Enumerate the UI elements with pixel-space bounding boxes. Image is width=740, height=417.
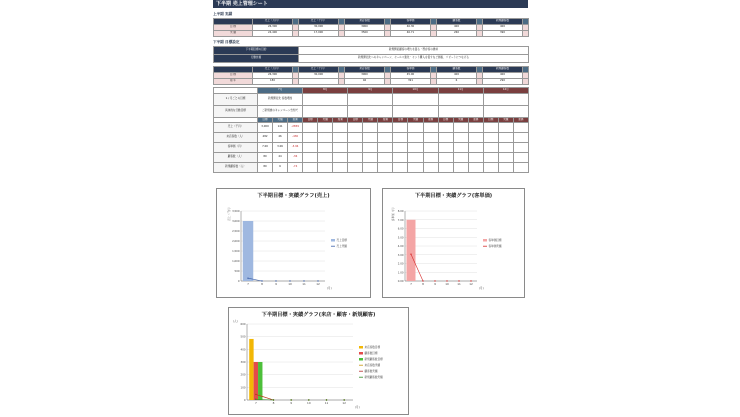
table-column-header: 売上（万円） — [253, 19, 293, 25]
metric-label: 来店客数（人） — [214, 133, 258, 143]
metric-label: 客単価（円） — [214, 143, 258, 153]
metric-cell — [318, 123, 333, 133]
sub-header: 実績 — [498, 118, 513, 123]
x-axis-label: (月) — [327, 287, 332, 290]
chart-unit-price-title: 下半期目標・実績グラフ(客単価) — [414, 193, 493, 199]
metric-cell — [423, 163, 438, 173]
kpi-cell[interactable] — [299, 79, 339, 85]
metric-label: 新規顧客数（人） — [214, 163, 258, 173]
table-column-header: 顧客数 — [437, 19, 477, 25]
month-header: 9月 — [348, 88, 393, 94]
x-tick-label: 7 — [247, 282, 249, 286]
kpi-cell[interactable]: 391 — [391, 79, 431, 85]
sub-header: 実績 — [408, 118, 423, 123]
metric-cell[interactable] — [483, 153, 498, 163]
y-tick-label: 2,000 — [232, 240, 240, 243]
x-tick-label: 9 — [290, 401, 293, 405]
sub-header: 実績 — [318, 118, 333, 123]
point-売上実績 — [247, 277, 248, 278]
kpi-cell — [523, 31, 529, 37]
x-tick-label: 9 — [275, 282, 277, 286]
y-tick-label: 4.00 — [397, 245, 404, 248]
chart-unit-price-plot — [383, 189, 526, 299]
x-tick-label: 7 — [254, 401, 257, 405]
kpi-cell[interactable]: 400 — [437, 73, 477, 79]
metric-cell — [498, 123, 513, 133]
y-tick-label: 5.00 — [397, 236, 404, 240]
y-tick-label: 2,500 — [232, 230, 240, 233]
x-tick-label: 11 — [457, 282, 461, 286]
metric-cell — [318, 143, 333, 153]
metric-cell — [363, 163, 378, 173]
legend-label: 来店客数目標 — [364, 346, 381, 349]
x-tick-label: 12 — [342, 401, 346, 405]
metric-cell — [318, 163, 333, 173]
month-header: 8月 — [303, 88, 348, 94]
x-tick-label: 11 — [324, 401, 329, 405]
metric-cell — [468, 143, 483, 153]
metric-cell — [513, 123, 528, 133]
chart-customers — [228, 307, 409, 415]
point-売上実績 — [303, 280, 304, 281]
metric-cell — [408, 123, 423, 133]
legend-swatch — [359, 346, 363, 349]
point-売上実績 — [275, 280, 276, 281]
metric-cell[interactable] — [393, 143, 408, 153]
y-tick-label: 300 — [240, 361, 246, 364]
row-label: 前 年 — [214, 79, 253, 85]
row-label: 目 標 — [214, 25, 253, 31]
x-tick-label: 12 — [316, 282, 320, 286]
legend-label: 顧客数実績 — [364, 370, 378, 373]
metric-cell — [513, 163, 528, 173]
metric-cell — [498, 143, 513, 153]
table-column-header: 売上（千円） — [299, 19, 339, 25]
metric-cell[interactable]: 3,000 — [258, 123, 273, 133]
x-tick-label: 8 — [422, 282, 424, 286]
monthly-goal-cell[interactable] — [393, 94, 438, 106]
metric-cell — [378, 153, 393, 163]
sub-header: 実績 — [273, 118, 288, 123]
kpi-cell[interactable]: 46 — [345, 79, 385, 85]
point-客単価実績 — [422, 280, 423, 281]
kpi-cell[interactable]: 30,000 — [299, 25, 339, 31]
point-売上実績 — [289, 280, 290, 281]
metric-cell[interactable]: 80 — [258, 153, 273, 163]
metric-cell[interactable] — [303, 163, 318, 173]
point-売上実績 — [261, 280, 262, 281]
legend-label: 客単価目標 — [488, 239, 502, 242]
point-客単価実績 — [446, 280, 447, 281]
sub-header: 目標 — [258, 118, 273, 123]
metric-cell[interactable] — [393, 123, 408, 133]
sub-header: 目標 — [348, 118, 363, 123]
table-column-header: 新規顧客数 — [483, 19, 523, 25]
metric-cell — [468, 163, 483, 173]
metric-cell — [408, 163, 423, 173]
monthly-action-cell[interactable] — [393, 106, 438, 118]
y-tick-label: 3,000 — [232, 220, 240, 223]
plan-table — [213, 66, 529, 85]
sub-header: 差異 — [378, 118, 393, 123]
metric-cell[interactable] — [303, 123, 318, 133]
monthly-goal-cell[interactable] — [303, 94, 348, 106]
x-axis-label: (月) — [355, 406, 360, 409]
sub-header: 目標 — [393, 118, 408, 123]
metric-cell — [378, 143, 393, 153]
x-axis-label: (月) — [479, 287, 484, 290]
kpi-cell[interactable]: 400 — [437, 25, 477, 31]
metric-cell — [468, 133, 483, 143]
metric-cell[interactable] — [438, 133, 453, 143]
chart-sales-plot — [217, 189, 372, 299]
kpi-cell[interactable]: 26,300 — [253, 25, 293, 31]
page-title: 下半期 売上管理シート — [213, 0, 528, 8]
metric-cell: -2859 — [288, 123, 303, 133]
metric-cell — [408, 143, 423, 153]
y-tick-label: 500 — [234, 270, 240, 273]
metric-cell: 44 — [273, 153, 288, 163]
metric-cell — [453, 123, 468, 133]
metric-cell: -36 — [288, 153, 303, 163]
metric-cell[interactable] — [393, 163, 408, 173]
y-tick-label: 200 — [240, 373, 246, 377]
metric-cell — [333, 133, 348, 143]
metric-cell — [408, 133, 423, 143]
monthly-action-cell[interactable]: ご新規様のキャンペーン告知で — [258, 106, 303, 118]
kpi-cell[interactable]: 180 — [253, 79, 293, 85]
x-tick-label: 10 — [307, 401, 311, 405]
sub-header: 差異 — [288, 118, 303, 123]
section-summary-title: 上半期 実績 — [213, 12, 233, 16]
metric-cell: 3.06 — [273, 143, 288, 153]
legend-label: 来店客数実績 — [364, 364, 381, 367]
legend-swatch — [359, 358, 363, 361]
point-新規顧客数実績 — [255, 399, 256, 400]
metric-cell — [378, 133, 393, 143]
table-column-header: 来店客数 — [345, 67, 385, 73]
metric-label: 売上（千円） — [214, 123, 258, 133]
metric-cell — [378, 123, 393, 133]
metric-cell: -3.94 — [288, 143, 303, 153]
table-column-header: 来店客数 — [345, 19, 385, 25]
section-plan-title: 下半期 目標設定 — [213, 40, 240, 44]
metric-cell: 46 — [273, 133, 288, 143]
summary-table — [213, 18, 529, 37]
y-tick-label: 3.00 — [397, 253, 404, 257]
x-tick-label: 10 — [288, 282, 292, 286]
kpi-cell[interactable]: 46.30 — [391, 25, 431, 31]
kpi-cell[interactable]: 17,000 — [299, 31, 339, 37]
metric-cell — [378, 163, 393, 173]
metric-cell — [513, 133, 528, 143]
monthly-action-cell[interactable] — [483, 106, 528, 118]
chart-sales — [216, 188, 371, 298]
plan-goal-text[interactable]: 新規開拓顧客の増大を図る・既存客の維持 — [299, 47, 529, 55]
metric-cell — [318, 133, 333, 143]
row-label: 実 績 — [214, 31, 253, 37]
monthly-goal-cell[interactable] — [483, 94, 528, 106]
kpi-cell[interactable]: 390 — [483, 31, 523, 37]
y-tick-label: 400 — [240, 348, 246, 352]
metric-cell[interactable] — [483, 133, 498, 143]
month-header: 7月 — [258, 88, 303, 94]
point-新規顧客数実績 — [290, 399, 291, 400]
table-column-header: 売上（千円） — [299, 67, 339, 73]
y-tick-label: 0 — [237, 280, 240, 283]
bar-新規顧客数目標 — [258, 362, 262, 400]
metric-cell[interactable] — [438, 143, 453, 153]
metric-cell[interactable] — [483, 123, 498, 133]
kpi-cell[interactable]: 260 — [437, 31, 477, 37]
sub-header: 目標 — [438, 118, 453, 123]
metric-cell: -74 — [288, 163, 303, 173]
metric-cell[interactable]: 482 — [258, 133, 273, 143]
x-tick-label: 10 — [445, 282, 449, 286]
metric-cell — [363, 123, 378, 133]
x-tick-label: 7 — [410, 282, 412, 286]
sub-header: 差異 — [333, 118, 348, 123]
y-tick-label: 6.00 — [397, 227, 404, 231]
metric-cell — [423, 153, 438, 163]
metric-cell — [408, 153, 423, 163]
sub-header: 実績 — [363, 118, 378, 123]
metric-cell — [333, 153, 348, 163]
sub-header: 差異 — [468, 118, 483, 123]
table-column-header: 客単価 — [391, 67, 431, 73]
kpi-cell[interactable]: 24,400 — [253, 31, 293, 37]
monthly-goal-cell[interactable]: 新規開拓先 客数増加 — [258, 94, 303, 106]
metric-cell[interactable] — [348, 133, 363, 143]
chart-customers-title: 下半期目標・実績グラフ(来店・顧客・新規顧客) — [261, 312, 376, 318]
y-axis-label: (人) — [233, 320, 238, 323]
metric-cell[interactable] — [348, 163, 363, 173]
metric-cell — [453, 163, 468, 173]
kpi-cell[interactable]: 6 — [437, 79, 477, 85]
metric-cell — [453, 153, 468, 163]
metric-cell — [453, 143, 468, 153]
metric-cell — [468, 123, 483, 133]
y-tick-label: 2.00 — [397, 262, 404, 266]
kpi-cell[interactable]: 400 — [483, 73, 523, 79]
monthly-action-label: 具体的な行動目標 — [214, 106, 258, 118]
metric-cell — [423, 123, 438, 133]
point-新規顧客数実績 — [326, 399, 327, 400]
plan-strategy-label: 行動計画 — [214, 55, 299, 63]
metric-cell — [498, 153, 513, 163]
y-tick-label: 0 — [243, 399, 246, 402]
metric-cell[interactable]: 80 — [258, 163, 273, 173]
metric-cell — [333, 123, 348, 133]
sub-header: 実績 — [453, 118, 468, 123]
metric-cell — [363, 153, 378, 163]
metric-cell: 6 — [273, 163, 288, 173]
kpi-cell[interactable]: 26,300 — [253, 73, 293, 79]
monthly-action-cell[interactable] — [438, 106, 483, 118]
chart-sales-title: 下半期目標・実績グラフ(売上) — [257, 193, 330, 199]
kpi-cell[interactable]: 3500 — [345, 31, 385, 37]
metric-label: 顧客数（人） — [214, 153, 258, 163]
y-tick-label: 1,000 — [232, 260, 240, 263]
metric-cell[interactable] — [483, 143, 498, 153]
plan-goal-label: 下半期目標の目的 — [214, 47, 299, 55]
legend-label: 新規顧客数実績 — [364, 376, 383, 379]
y-tick-label: 7.00 — [397, 218, 404, 222]
point-客単価実績 — [434, 280, 435, 281]
kpi-cell[interactable]: 30,000 — [299, 73, 339, 79]
legend-label: 売上実績 — [336, 245, 347, 248]
kpi-cell[interactable]: 45.00 — [391, 73, 431, 79]
monthly-action-cell[interactable] — [303, 106, 348, 118]
kpi-cell — [523, 79, 529, 85]
metric-cell — [498, 163, 513, 173]
y-tick-label: 500 — [240, 335, 246, 339]
point-新規顧客数実績 — [308, 399, 309, 400]
x-tick-label: 8 — [272, 401, 275, 405]
monthly-goal-cell[interactable] — [348, 94, 393, 106]
bar-客単価目標 — [407, 220, 416, 281]
y-axis-label: 客単価（円） — [392, 205, 395, 221]
point-客単価実績 — [470, 280, 471, 281]
kpi-cell[interactable]: 3900 — [345, 73, 385, 79]
monthly-table — [213, 87, 529, 173]
month-header: 12月 — [483, 88, 528, 94]
x-tick-label: 9 — [434, 282, 436, 286]
bar-来店客数目標 — [249, 339, 253, 400]
metric-cell — [423, 143, 438, 153]
point-新規顧客数実績 — [273, 399, 274, 400]
metric-cell: 141 — [273, 123, 288, 133]
kpi-cell[interactable]: 3900 — [345, 25, 385, 31]
month-header: 10月 — [393, 88, 438, 94]
table-column-header: 新規顧客数 — [483, 67, 523, 73]
legend-swatch — [359, 352, 363, 355]
month-header: 11月 — [438, 88, 483, 94]
legend-label: 新規顧客数目標 — [364, 358, 383, 361]
metric-cell[interactable] — [348, 123, 363, 133]
x-tick-label: 8 — [261, 282, 263, 286]
legend-swatch — [483, 239, 487, 242]
point-客単価実績 — [410, 254, 411, 255]
legend-swatch — [331, 239, 335, 242]
point-新規顧客数実績 — [343, 399, 344, 400]
metric-cell[interactable] — [348, 143, 363, 153]
monthly-goal-label: 1ヶ月ごとの目標 — [214, 94, 258, 106]
legend-label: 顧客数目標 — [364, 352, 378, 355]
y-tick-label: 1.00 — [397, 271, 404, 275]
metric-cell — [363, 133, 378, 143]
metric-cell[interactable] — [438, 123, 453, 133]
metric-cell[interactable] — [483, 163, 498, 173]
table-column-header: 顧客数 — [437, 67, 477, 73]
y-tick-label: 1,500 — [232, 250, 240, 253]
sub-header: 差異 — [423, 118, 438, 123]
metric-cell: -436 — [288, 133, 303, 143]
point-顧客数実績 — [255, 394, 256, 395]
metric-cell[interactable]: 7.00 — [258, 143, 273, 153]
plan-text-table — [213, 46, 529, 63]
metric-cell — [498, 133, 513, 143]
x-tick-label: 11 — [302, 282, 306, 286]
y-tick-label: 600 — [240, 323, 246, 326]
x-tick-label: 12 — [469, 282, 473, 286]
kpi-cell[interactable]: 46.71 — [391, 31, 431, 37]
metric-cell[interactable] — [438, 163, 453, 173]
y-tick-label: 3,500 — [232, 210, 240, 213]
table-column-header: 売上（万円） — [253, 67, 293, 73]
metric-cell — [513, 153, 528, 163]
kpi-cell[interactable]: 400 — [483, 25, 523, 31]
chart-unit-price — [382, 188, 525, 298]
metric-cell[interactable] — [348, 153, 363, 163]
legend-label: 客単価実績 — [488, 245, 502, 248]
sub-header: 目標 — [483, 118, 498, 123]
metric-cell[interactable] — [303, 143, 318, 153]
y-axis-label: 売上（千円） — [228, 205, 231, 221]
row-label: 目 標 — [214, 73, 253, 79]
legend-label: 売上目標 — [336, 239, 347, 242]
metric-cell — [333, 163, 348, 173]
metric-cell — [363, 143, 378, 153]
y-tick-label: 8.00 — [397, 210, 404, 213]
metric-cell[interactable] — [303, 153, 318, 163]
metric-cell — [333, 143, 348, 153]
metric-cell[interactable] — [303, 133, 318, 143]
metric-cell[interactable] — [393, 153, 408, 163]
metric-cell[interactable] — [438, 153, 453, 163]
metric-cell[interactable] — [393, 133, 408, 143]
metric-cell — [513, 143, 528, 153]
y-tick-label: 100 — [240, 386, 246, 390]
kpi-cell[interactable]: 290 — [483, 79, 523, 85]
monthly-action-cell[interactable] — [348, 106, 393, 118]
sub-header: 差異 — [513, 118, 528, 123]
chart-customers-plot — [229, 308, 410, 416]
metric-cell — [318, 153, 333, 163]
y-tick-label: 0.00 — [397, 280, 404, 283]
monthly-goal-cell[interactable] — [438, 94, 483, 106]
table-column-header: 客単価 — [391, 19, 431, 25]
metric-cell — [453, 133, 468, 143]
point-客単価実績 — [458, 280, 459, 281]
plan-strategy-text[interactable]: 新規開拓先へのキャンペーン、セールス強化・セット購入を促すなど価格、リピートにつなげる — [299, 55, 529, 63]
sub-header: 目標 — [303, 118, 318, 123]
point-売上実績 — [317, 280, 318, 281]
metric-cell — [468, 153, 483, 163]
metric-cell — [423, 133, 438, 143]
bar-売上目標 — [243, 221, 254, 281]
